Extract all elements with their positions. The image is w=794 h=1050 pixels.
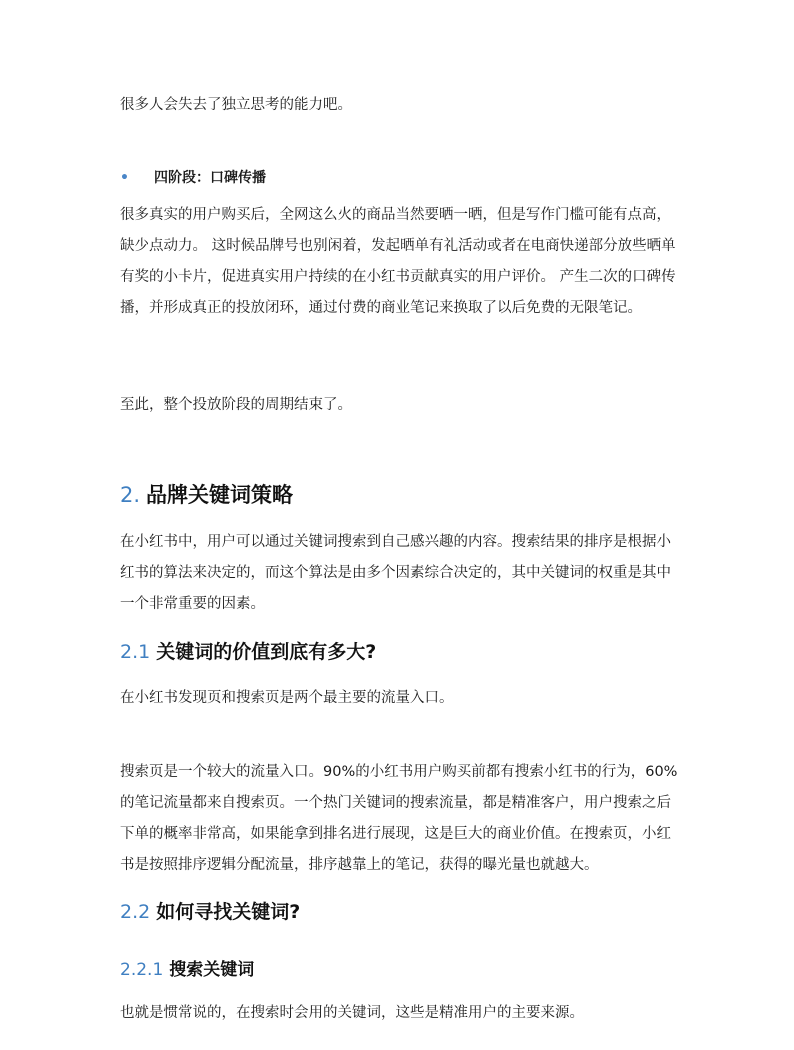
paragraph-search-page-value: 搜索页是一个较大的流量入口。90%的小红书用户购买前都有搜索小红书的行为，60%的笔记流量都来自搜索页。一个热门关键词的搜索流量，都是精准客户，用户搜索之后下单的概率非常高，如果能拿到排名进行展现，这是巨大的商业价值。在搜索页，小红书是按照排序逻辑分配流量，排序越靠上的笔记，获得的曝光量也就越大。 [120,764,678,873]
paragraph-word-of-mouth: 很多真实的用户购买后，全网这么火的商品当然要晒一晒，但是写作门槛可能有点高，缺少点动力。 这时候品牌号也别闲着，发起晒单有礼活动或者在电商快递部分放些晒单有奖的小卡片，促进真实用户持续的在小红书贡献真实的用户评价。 产生二次的口碑传播，并形成真正的投放闭环，通过付费的商业笔记来换取了以后免费的无限笔记。 [120,207,676,316]
section-number: 2. [120,483,141,507]
bullet-dot-icon: • [120,170,129,186]
paragraph-traffic-entrances: 在小红书发现页和搜索页是两个最主要的流量入口。 [120,690,454,706]
paragraph-search-intro: 在小红书中，用户可以通过关键词搜索到自己感兴趣的内容。搜索结果的排序是根据小红书的算法来决定的，而这个算法是由多个因素综合决定的，其中关键词的权重是其中一个非常重要的因素。 [120,534,671,612]
bullet-item-stage-four [120,163,680,193]
subsubsection-heading-search-keywords [120,957,254,983]
paragraph-independent-thinking: 很多人会失去了独立思考的能力吧。 [120,97,352,113]
subsection-number: 2.2 [120,901,151,923]
subsection-title: 如何寻找关键词? [156,901,301,923]
subsubsection-title: 搜索关键词 [169,960,255,980]
subsubsection-number: 2.2.1 [120,960,164,980]
subsection-title: 关键词的价值到底有多大? [156,641,377,663]
subsection-heading-find-keywords [120,898,300,926]
paragraph-cycle-end: 至此，整个投放阶段的周期结束了。 [120,397,352,413]
bullet-item-label: 四阶段：口碑传播 [154,170,266,186]
subsection-heading-keyword-value [120,638,376,666]
paragraph-search-keyword-definition: 也就是惯常说的，在搜索时会用的关键词，这些是精准用户的主要来源。 [120,1005,584,1021]
section-heading-brand-keyword-strategy [120,480,293,510]
subsection-number: 2.1 [120,641,151,663]
section-title: 品牌关键词策略 [146,483,294,507]
